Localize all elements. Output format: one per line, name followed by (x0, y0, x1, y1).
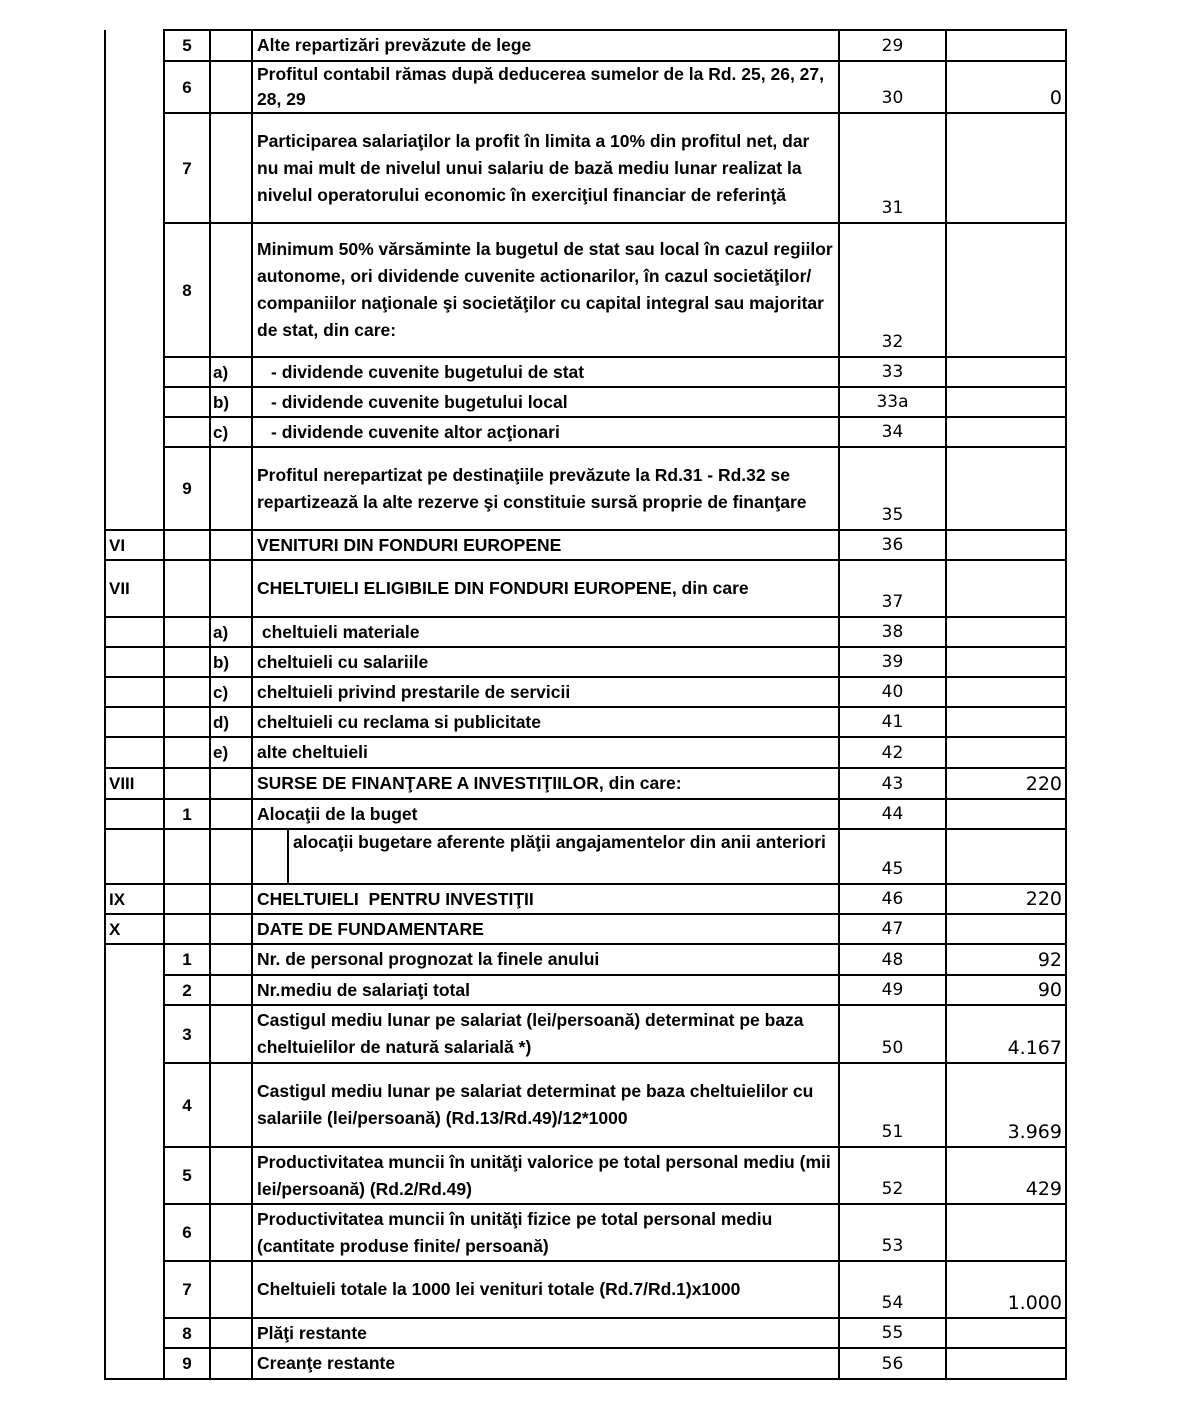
rd-cell: 33a (839, 387, 946, 417)
rd-cell: 47 (839, 914, 946, 944)
sub-cell (210, 884, 252, 914)
table-row (105, 707, 1066, 737)
table-row (105, 1318, 1066, 1348)
rd-cell: 45 (839, 829, 946, 884)
indicator-cell: Nr. de personal prognozat la finele anului (252, 944, 839, 975)
nr-cell (164, 560, 210, 617)
sub-cell (210, 944, 252, 975)
rd-cell: 35 (839, 447, 946, 530)
indicator-cell-nested (252, 829, 839, 884)
nr-cell (164, 768, 210, 799)
indicator-cell: Plăţi restante (252, 1318, 839, 1348)
table-row (105, 677, 1066, 707)
section-cell (105, 707, 164, 737)
nr-cell: 6 (164, 1204, 210, 1261)
indicator-text: alocaţii bugetare aferente plăţii angajamentelor din anii anteriori (293, 832, 826, 852)
table-row (105, 223, 1066, 357)
table-row (105, 417, 1066, 447)
value-cell (946, 113, 1066, 223)
indicator-cell: cheltuieli privind prestarile de servicii (252, 677, 839, 707)
indicator-cell: cheltuieli cu reclama si publicitate (252, 707, 839, 737)
section-cell (105, 417, 164, 447)
indicator-cell: alte cheltuieli (252, 737, 839, 768)
section-cell (105, 1318, 164, 1348)
table-row (105, 647, 1066, 677)
sub-cell (210, 1147, 252, 1204)
value-cell (946, 447, 1066, 530)
section-cell (105, 975, 164, 1005)
sub-cell (210, 829, 252, 884)
rd-cell: 44 (839, 799, 946, 829)
indicator-cell: Participarea salariaţilor la profit în limita a 10% din profitul net, dar nu mai mult de nivelul unui salariu de bază mediu lunar realizat la nivelul operatorului economic în exerciţiul financiar de referinţă (252, 113, 839, 223)
nr-cell (164, 677, 210, 707)
section-cell (105, 1063, 164, 1147)
nr-cell (164, 357, 210, 387)
rd-cell: 43 (839, 768, 946, 799)
section-cell (105, 223, 164, 357)
sub-cell (210, 768, 252, 799)
value-cell (946, 707, 1066, 737)
value-cell: 3.969 (946, 1063, 1066, 1147)
rd-cell: 49 (839, 975, 946, 1005)
budget-indicators-table (104, 29, 1067, 1380)
rd-cell: 51 (839, 1063, 946, 1147)
section-cell (105, 1261, 164, 1318)
indicator-cell: Productivitatea muncii în unităţi valorice pe total personal mediu (mii lei/persoană) (Rd.2/Rd.49) (252, 1147, 839, 1204)
table-row (105, 387, 1066, 417)
section-cell (105, 829, 164, 884)
value-cell: 0 (946, 61, 1066, 113)
indicator-cell: Castigul mediu lunar pe salariat (lei/persoană) determinat pe baza cheltuielilor de natură salarială *) (252, 1005, 839, 1063)
value-cell (946, 417, 1066, 447)
section-cell (105, 944, 164, 975)
indicator-cell: Minimum 50% vărsăminte la bugetul de stat sau local în cazul regiilor autonome, ori dividende cuvenite actionarilor, în cazul societăţilor/ companiilor naţionale şi societăţilor cu capital integral sau majoritar de stat, din care: (252, 223, 839, 357)
table-row (105, 1063, 1066, 1147)
value-cell (946, 829, 1066, 884)
section-cell (105, 617, 164, 647)
indicator-cell: cheltuieli materiale (252, 617, 839, 647)
section-cell (105, 1005, 164, 1063)
table-row (105, 914, 1066, 944)
indicator-cell: Creanţe restante (252, 1348, 839, 1379)
sub-cell (210, 914, 252, 944)
value-cell: 1.000 (946, 1261, 1066, 1318)
indicator-cell: Productivitatea muncii în unităţi fizice pe total personal mediu (cantitate produse finite/ persoană) (252, 1204, 839, 1261)
nr-cell (164, 829, 210, 884)
rd-cell: 42 (839, 737, 946, 768)
budget-table-page (104, 29, 1065, 1380)
indicator-cell: Castigul mediu lunar pe salariat determinat pe baza cheltuielilor cu salariile (lei/persoană) (Rd.13/Rd.49)/12*1000 (252, 1063, 839, 1147)
nr-cell: 9 (164, 447, 210, 530)
value-cell (946, 647, 1066, 677)
nr-cell: 3 (164, 1005, 210, 1063)
nr-cell (164, 707, 210, 737)
nr-cell: 8 (164, 1318, 210, 1348)
sub-cell: a) (210, 357, 252, 387)
sub-cell (210, 447, 252, 530)
rd-cell: 33 (839, 357, 946, 387)
section-cell (105, 647, 164, 677)
rd-cell: 37 (839, 560, 946, 617)
nr-cell (164, 737, 210, 768)
sub-cell: d) (210, 707, 252, 737)
rd-cell: 50 (839, 1005, 946, 1063)
indicator-cell: - dividende cuvenite bugetului local (252, 387, 839, 417)
section-cell: IX (105, 884, 164, 914)
table-row (105, 560, 1066, 617)
table-row (105, 617, 1066, 647)
value-cell (946, 677, 1066, 707)
table-row (105, 447, 1066, 530)
section-cell (105, 113, 164, 223)
indicator-cell: VENITURI DIN FONDURI EUROPENE (252, 530, 839, 560)
indicator-cell: Nr.mediu de salariaţi total (252, 975, 839, 1005)
sub-cell: e) (210, 737, 252, 768)
indicator-cell: Alte repartizări prevăzute de lege (252, 30, 839, 61)
nr-cell: 5 (164, 1147, 210, 1204)
section-cell: VI (105, 530, 164, 560)
sub-cell (210, 113, 252, 223)
value-cell (946, 560, 1066, 617)
sub-cell (210, 61, 252, 113)
table-row (105, 799, 1066, 829)
sub-cell (210, 560, 252, 617)
value-cell: 220 (946, 768, 1066, 799)
nr-cell: 7 (164, 1261, 210, 1318)
table-row (105, 944, 1066, 975)
sub-cell: c) (210, 677, 252, 707)
section-cell (105, 677, 164, 707)
sub-cell: b) (210, 387, 252, 417)
indicator-cell: - dividende cuvenite bugetului de stat (252, 357, 839, 387)
nr-cell: 6 (164, 61, 210, 113)
section-cell: VII (105, 560, 164, 617)
nr-cell (164, 387, 210, 417)
table-row (105, 1204, 1066, 1261)
table-row (105, 975, 1066, 1005)
value-cell: 4.167 (946, 1005, 1066, 1063)
sub-cell (210, 530, 252, 560)
rd-cell: 30 (839, 61, 946, 113)
section-cell (105, 737, 164, 768)
sub-cell: a) (210, 617, 252, 647)
value-cell (946, 617, 1066, 647)
value-cell (946, 357, 1066, 387)
value-cell (946, 1318, 1066, 1348)
value-cell: 429 (946, 1147, 1066, 1204)
value-cell: 220 (946, 884, 1066, 914)
table-row (105, 530, 1066, 560)
rd-cell: 46 (839, 884, 946, 914)
nr-cell: 1 (164, 944, 210, 975)
sub-cell (210, 1063, 252, 1147)
rd-cell: 32 (839, 223, 946, 357)
table-row (105, 357, 1066, 387)
rd-cell: 40 (839, 677, 946, 707)
table-row (105, 1261, 1066, 1318)
table-row (105, 884, 1066, 914)
section-cell: VIII (105, 768, 164, 799)
rd-cell: 54 (839, 1261, 946, 1318)
rd-cell: 48 (839, 944, 946, 975)
nr-cell: 5 (164, 30, 210, 61)
indicator-cell: Cheltuieli totale la 1000 lei venituri totale (Rd.7/Rd.1)x1000 (252, 1261, 839, 1318)
rd-cell: 31 (839, 113, 946, 223)
nr-cell (164, 647, 210, 677)
value-cell (946, 30, 1066, 61)
indicator-cell: DATE DE FUNDAMENTARE (252, 914, 839, 944)
indicator-cell: Profitul nerepartizat pe destinaţiile prevăzute la Rd.31 - Rd.32 se repartizează la alte rezerve şi constituie sursă proprie de finanţare (252, 447, 839, 530)
table-row (105, 768, 1066, 799)
indicator-cell: SURSE DE FINANŢARE A INVESTIŢIILOR, din care: (252, 768, 839, 799)
rd-cell: 38 (839, 617, 946, 647)
indicator-cell: - dividende cuvenite altor acţionari (252, 417, 839, 447)
sub-cell (210, 1204, 252, 1261)
nr-cell: 1 (164, 799, 210, 829)
rd-cell: 56 (839, 1348, 946, 1379)
value-cell (946, 737, 1066, 768)
nr-cell: 2 (164, 975, 210, 1005)
rd-cell: 36 (839, 530, 946, 560)
nested-indent-column (253, 830, 289, 883)
table-row (105, 1348, 1066, 1379)
sub-cell: c) (210, 417, 252, 447)
sub-cell (210, 1261, 252, 1318)
value-cell: 90 (946, 975, 1066, 1005)
section-cell: X (105, 914, 164, 944)
section-cell (105, 1204, 164, 1261)
indicator-cell: Profitul contabil rămas după deducerea sumelor de la Rd. 25, 26, 27, 28, 29 (252, 61, 839, 113)
value-cell (946, 1348, 1066, 1379)
nr-cell (164, 417, 210, 447)
section-cell (105, 447, 164, 530)
sub-cell (210, 1318, 252, 1348)
sub-cell (210, 1348, 252, 1379)
value-cell (946, 799, 1066, 829)
table-row (105, 30, 1066, 61)
value-cell (946, 387, 1066, 417)
section-cell (105, 1348, 164, 1379)
table-row (105, 1005, 1066, 1063)
value-cell (946, 530, 1066, 560)
indicator-cell: Alocaţii de la buget (252, 799, 839, 829)
rd-cell: 34 (839, 417, 946, 447)
table-row (105, 113, 1066, 223)
sub-cell: b) (210, 647, 252, 677)
indicator-cell: CHELTUIELI PENTRU INVESTIŢII (252, 884, 839, 914)
table-row (105, 737, 1066, 768)
nr-cell (164, 617, 210, 647)
section-cell (105, 61, 164, 113)
rd-cell: 41 (839, 707, 946, 737)
section-cell (105, 1147, 164, 1204)
sub-cell (210, 223, 252, 357)
sub-cell (210, 1005, 252, 1063)
rd-cell: 52 (839, 1147, 946, 1204)
table-row (105, 61, 1066, 113)
indicator-cell: cheltuieli cu salariile (252, 647, 839, 677)
value-cell (946, 223, 1066, 357)
nested-indicator-wrapper (253, 830, 838, 883)
rd-cell: 53 (839, 1204, 946, 1261)
nr-cell: 8 (164, 223, 210, 357)
section-cell (105, 357, 164, 387)
sub-cell (210, 30, 252, 61)
table-row (105, 1147, 1066, 1204)
value-cell (946, 914, 1066, 944)
rd-cell: 55 (839, 1318, 946, 1348)
value-cell (946, 1204, 1066, 1261)
nr-cell (164, 884, 210, 914)
nr-cell (164, 914, 210, 944)
nr-cell (164, 530, 210, 560)
nr-cell: 4 (164, 1063, 210, 1147)
sub-cell (210, 799, 252, 829)
nr-cell: 9 (164, 1348, 210, 1379)
value-cell: 92 (946, 944, 1066, 975)
sub-cell (210, 975, 252, 1005)
section-cell (105, 387, 164, 417)
section-cell (105, 799, 164, 829)
indicator-cell: CHELTUIELI ELIGIBILE DIN FONDURI EUROPENE, din care (252, 560, 839, 617)
rd-cell: 39 (839, 647, 946, 677)
table-row (105, 829, 1066, 884)
section-cell (105, 30, 164, 61)
rd-cell: 29 (839, 30, 946, 61)
nr-cell: 7 (164, 113, 210, 223)
